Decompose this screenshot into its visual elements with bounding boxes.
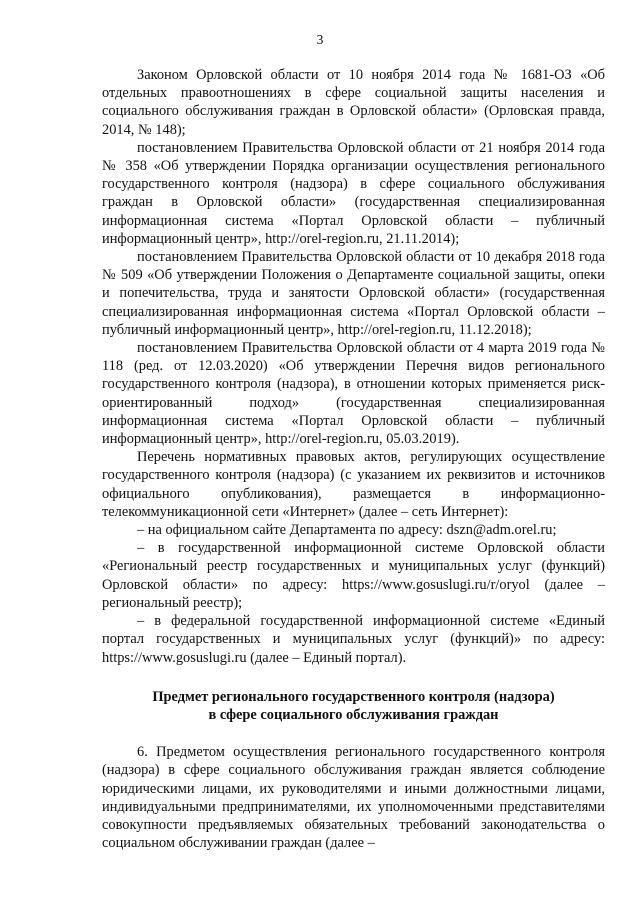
paragraph-official-site: – на официальном сайте Департамента по адресу: dszn@adm.orel.ru; — [137, 522, 557, 539]
paragraph-regional-registry: – в государственной информационной системе Орловской области «Региональный реестр государственных и муниципальных услуг (функций) Орловской области» по адресу: https://www.gosuslugi.ru/r/oryol (далее – региональный реестр); — [102, 540, 605, 611]
paragraph-unified-portal: – в федеральной государственной информационной системе «Единый портал государственных и муниципальных услуг (функций)» по адресу: https://www.gosuslugi.ru (далее – Единый портал). — [102, 613, 605, 666]
paragraph-acts-list: Перечень нормативных правовых актов, регулирующих осуществление государственного контроля (надзора) (с указанием их реквизитов и источников официального опубликования), размещается в информационно-телекоммуникационной сети «Интернет» (далее – сеть Интернет): — [102, 449, 605, 520]
document-body — [102, 66, 605, 852]
section-heading-line-1: Предмет регионального государственного контроля (надзора) — [152, 688, 555, 705]
paragraph-item-6: 6. Предметом осуществления регионального государственного контроля (надзора) в сфере социального обслуживания граждан является соблюдение юридическими лицами, их руководителями и иными должностными лицами, индивидуальными предпринимателями, их уполномоченными представителями совокупности предъявляемых обязательных требований законодательства о социальном обслуживании граждан (далее – — [102, 744, 605, 852]
paragraph-resolution-118: постановлением Правительства Орловской области от 4 марта 2019 года № 118 (ред. от 12.03.2020) «Об утверждении Перечня видов регионального государственного контроля (надзора), в отношении которых применяется риск-ориентированный подход» (государственная специализированная информационная система «Портал Орловской области – публичный информационный центр», http://orel-region.ru, 05.03.2019). — [102, 340, 605, 448]
paragraph-resolution-509: постановлением Правительства Орловской области от 10 декабря 2018 года № 509 «Об утверждении Положения о Департаменте социальной защиты, опеки и попечительства, труда и занятости Орловской области» (государственная специализированная информационная система «Портал Орловской области – публичный информационный центр», http://orel-region.ru, 11.12.2018); — [102, 249, 605, 338]
paragraph-resolution-358: постановлением Правительства Орловской области от 21 ноября 2014 года № 358 «Об утверждении Порядка организации осуществления регионального государственного контроля (надзора) в сфере социального обслуживания граждан в Орловской области» (государственная специализированная информационная система «Портал Орловской области – публичный информационный центр», http://orel-region.ru, 21.11.2014); — [102, 139, 605, 247]
paragraph-law-1681: Законом Орловской области от 10 ноября 2014 года № 1681-ОЗ «Об отдельных правоотношениях в сфере социальной защиты населения и социального обслуживания граждан в Орловской области» (Орловская правда, 2014, № 148); — [102, 67, 605, 138]
page-number: 3 — [316, 32, 324, 47]
section-heading — [102, 688, 605, 724]
section-heading-line-2: в сфере социального обслуживания граждан — [208, 706, 499, 723]
